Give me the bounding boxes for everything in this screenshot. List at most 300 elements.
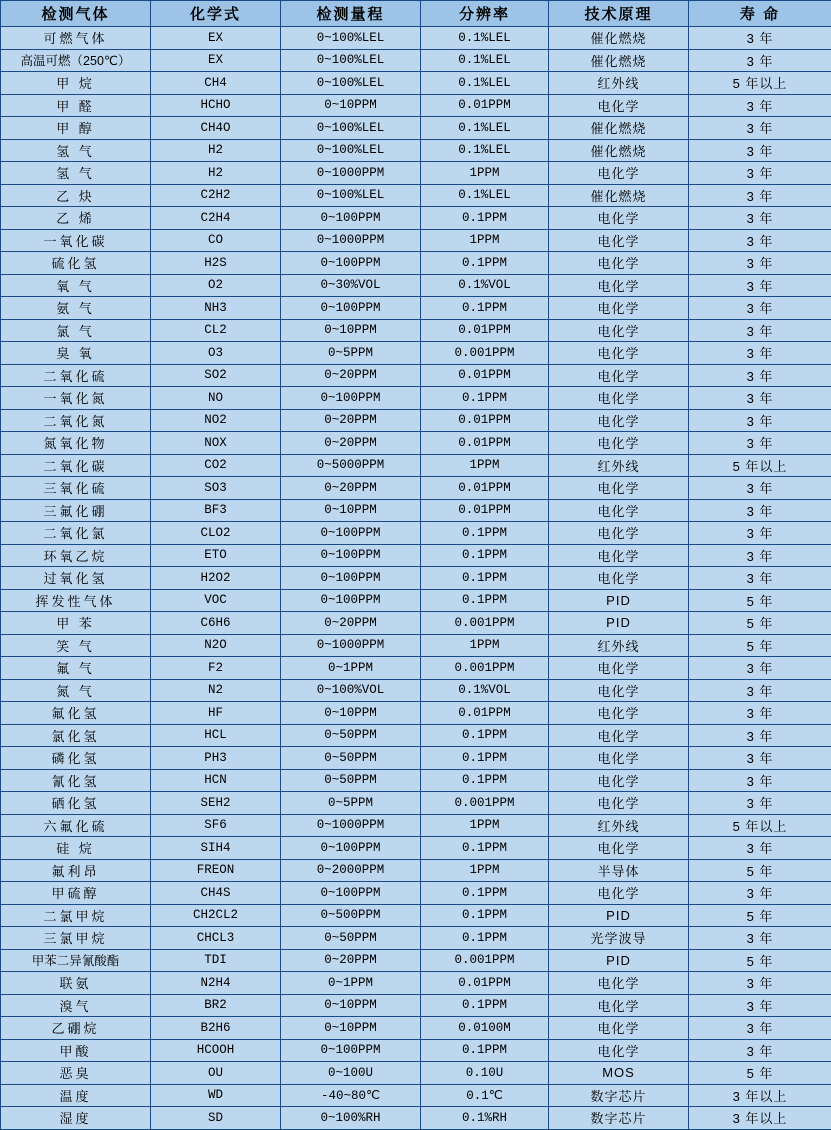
cell-lifetime: 3 年	[689, 994, 831, 1017]
cell-lifetime: 5 年	[689, 612, 831, 635]
table-row	[1, 949, 831, 972]
cell-resolution: 0.01PPM	[421, 972, 549, 995]
cell-gas-name: 三氯甲烷	[1, 927, 151, 950]
cell-range: 0~10PPM	[281, 702, 421, 725]
cell-formula: NO	[151, 387, 281, 410]
cell-range: 0~10PPM	[281, 499, 421, 522]
cell-lifetime: 3 年	[689, 747, 831, 770]
table-body	[1, 27, 831, 1130]
cell-lifetime: 3 年	[689, 837, 831, 860]
cell-lifetime: 3 年	[689, 432, 831, 455]
cell-formula: NO2	[151, 409, 281, 432]
cell-lifetime: 3 年	[689, 702, 831, 725]
cell-formula: SO3	[151, 477, 281, 500]
table-row	[1, 612, 831, 635]
cell-lifetime: 3 年	[689, 567, 831, 590]
cell-range: 0~20PPM	[281, 409, 421, 432]
cell-principle: 电化学	[549, 792, 689, 815]
cell-principle: MOS	[549, 1062, 689, 1085]
cell-formula: NOX	[151, 432, 281, 455]
table-row	[1, 567, 831, 590]
cell-lifetime: 3 年	[689, 319, 831, 342]
cell-formula: CO	[151, 229, 281, 252]
table-row	[1, 139, 831, 162]
cell-gas-name: 溴气	[1, 994, 151, 1017]
cell-gas-name: 甲 烷	[1, 72, 151, 95]
cell-range: 0~100PPM	[281, 297, 421, 320]
cell-resolution: 0.1%LEL	[421, 72, 549, 95]
cell-formula: C2H2	[151, 184, 281, 207]
cell-principle: 电化学	[549, 724, 689, 747]
cell-formula: EX	[151, 49, 281, 72]
cell-range: 0~100%LEL	[281, 49, 421, 72]
cell-range: 0~50PPM	[281, 769, 421, 792]
cell-range: 0~1000PPM	[281, 634, 421, 657]
cell-lifetime: 3 年	[689, 49, 831, 72]
cell-principle: 电化学	[549, 207, 689, 230]
cell-formula: CH4	[151, 72, 281, 95]
table-row	[1, 1039, 831, 1062]
cell-gas-name: 乙 烯	[1, 207, 151, 230]
cell-range: 0~50PPM	[281, 927, 421, 950]
cell-lifetime: 3 年	[689, 1017, 831, 1040]
cell-lifetime: 3 年以上	[689, 1084, 831, 1107]
cell-lifetime: 3 年	[689, 252, 831, 275]
cell-gas-name: 甲 醛	[1, 94, 151, 117]
table-row	[1, 162, 831, 185]
cell-lifetime: 5 年以上	[689, 72, 831, 95]
cell-principle: 催化燃烧	[549, 117, 689, 140]
cell-principle: 电化学	[549, 1039, 689, 1062]
cell-lifetime: 3 年	[689, 499, 831, 522]
cell-gas-name: 硅 烷	[1, 837, 151, 860]
table-row	[1, 72, 831, 95]
cell-resolution: 0.1PPM	[421, 724, 549, 747]
table-row	[1, 454, 831, 477]
table-row	[1, 882, 831, 905]
cell-gas-name: 二氧化氯	[1, 522, 151, 545]
table-row	[1, 859, 831, 882]
cell-range: 0~5PPM	[281, 342, 421, 365]
cell-lifetime: 5 年	[689, 859, 831, 882]
cell-formula: SF6	[151, 814, 281, 837]
cell-range: 0~2000PPM	[281, 859, 421, 882]
table-row	[1, 702, 831, 725]
cell-range: 0~100PPM	[281, 1039, 421, 1062]
cell-resolution: 0.1%LEL	[421, 139, 549, 162]
cell-formula: C6H6	[151, 612, 281, 635]
cell-resolution: 0.0100M	[421, 1017, 549, 1040]
cell-principle: 电化学	[549, 499, 689, 522]
cell-range: 0~100PPM	[281, 387, 421, 410]
cell-formula: EX	[151, 27, 281, 50]
cell-range: 0~100%LEL	[281, 27, 421, 50]
cell-lifetime: 3 年	[689, 882, 831, 905]
column-header-formula: 化学式	[151, 1, 281, 27]
table-row	[1, 432, 831, 455]
cell-range: 0~100%VOL	[281, 679, 421, 702]
cell-range: 0~50PPM	[281, 747, 421, 770]
cell-gas-name: 三氟化硼	[1, 499, 151, 522]
cell-resolution: 0.1PPM	[421, 297, 549, 320]
cell-formula: CHCL3	[151, 927, 281, 950]
cell-principle: 电化学	[549, 364, 689, 387]
cell-lifetime: 5 年	[689, 904, 831, 927]
cell-gas-name: 可燃气体	[1, 27, 151, 50]
cell-gas-name: 氢 气	[1, 139, 151, 162]
cell-lifetime: 3 年	[689, 927, 831, 950]
cell-gas-name: 氧 气	[1, 274, 151, 297]
cell-resolution: 0.1PPM	[421, 882, 549, 905]
cell-principle: 催化燃烧	[549, 184, 689, 207]
table-row	[1, 252, 831, 275]
table-row	[1, 994, 831, 1017]
cell-formula: NH3	[151, 297, 281, 320]
table-row	[1, 589, 831, 612]
table-row	[1, 27, 831, 50]
cell-range: 0~1000PPM	[281, 814, 421, 837]
cell-formula: H2	[151, 162, 281, 185]
column-header-range: 检测量程	[281, 1, 421, 27]
cell-formula: CH2CL2	[151, 904, 281, 927]
cell-principle: 电化学	[549, 769, 689, 792]
cell-range: 0~1000PPM	[281, 162, 421, 185]
cell-gas-name: 氯化氢	[1, 724, 151, 747]
cell-formula: FREON	[151, 859, 281, 882]
cell-resolution: 0.1PPM	[421, 769, 549, 792]
cell-lifetime: 3 年	[689, 207, 831, 230]
cell-gas-name: 臭 氧	[1, 342, 151, 365]
table-header	[1, 1, 831, 27]
cell-formula: VOC	[151, 589, 281, 612]
cell-principle: 红外线	[549, 814, 689, 837]
column-header-gas: 检测气体	[1, 1, 151, 27]
cell-formula: N2H4	[151, 972, 281, 995]
cell-resolution: 1PPM	[421, 814, 549, 837]
table-row	[1, 499, 831, 522]
cell-resolution: 0.001PPM	[421, 949, 549, 972]
cell-lifetime: 3 年	[689, 409, 831, 432]
cell-gas-name: 甲 苯	[1, 612, 151, 635]
cell-principle: 电化学	[549, 477, 689, 500]
cell-gas-name: 甲苯二异氰酸酯	[1, 949, 151, 972]
cell-gas-name: 乙 炔	[1, 184, 151, 207]
cell-formula: BR2	[151, 994, 281, 1017]
cell-principle: 催化燃烧	[549, 49, 689, 72]
cell-formula: N2	[151, 679, 281, 702]
cell-resolution: 0.1PPM	[421, 567, 549, 590]
cell-resolution: 0.001PPM	[421, 612, 549, 635]
table-row	[1, 792, 831, 815]
cell-formula: ETO	[151, 544, 281, 567]
cell-lifetime: 3 年	[689, 162, 831, 185]
cell-range: 0~500PPM	[281, 904, 421, 927]
cell-principle: PID	[549, 612, 689, 635]
cell-principle: 电化学	[549, 297, 689, 320]
cell-gas-name: 二氧化氮	[1, 409, 151, 432]
table-row	[1, 207, 831, 230]
cell-range: 0~20PPM	[281, 477, 421, 500]
cell-resolution: 1PPM	[421, 634, 549, 657]
cell-range: 0~5PPM	[281, 792, 421, 815]
table-row	[1, 274, 831, 297]
cell-principle: 电化学	[549, 274, 689, 297]
cell-lifetime: 5 年	[689, 1062, 831, 1085]
cell-lifetime: 3 年	[689, 342, 831, 365]
cell-range: -40~80℃	[281, 1084, 421, 1107]
cell-resolution: 0.1℃	[421, 1084, 549, 1107]
cell-range: 0~100%LEL	[281, 72, 421, 95]
cell-lifetime: 5 年	[689, 634, 831, 657]
table-header-row	[1, 1, 831, 27]
cell-principle: 红外线	[549, 454, 689, 477]
cell-resolution: 0.001PPM	[421, 792, 549, 815]
cell-gas-name: 硒化氢	[1, 792, 151, 815]
table-row	[1, 747, 831, 770]
cell-range: 0~100PPM	[281, 589, 421, 612]
cell-resolution: 0.1PPM	[421, 252, 549, 275]
cell-principle: 电化学	[549, 882, 689, 905]
cell-range: 0~100PPM	[281, 837, 421, 860]
cell-formula: C2H4	[151, 207, 281, 230]
cell-resolution: 0.01PPM	[421, 319, 549, 342]
cell-lifetime: 3 年	[689, 724, 831, 747]
cell-formula: HCL	[151, 724, 281, 747]
cell-lifetime: 3 年	[689, 1039, 831, 1062]
cell-gas-name: 氮氧化物	[1, 432, 151, 455]
cell-range: 0~100PPM	[281, 522, 421, 545]
cell-principle: 红外线	[549, 72, 689, 95]
table-row	[1, 387, 831, 410]
cell-resolution: 1PPM	[421, 454, 549, 477]
cell-formula: HCOOH	[151, 1039, 281, 1062]
cell-principle: 催化燃烧	[549, 27, 689, 50]
cell-range: 0~100PPM	[281, 544, 421, 567]
table-row	[1, 634, 831, 657]
cell-formula: N2O	[151, 634, 281, 657]
cell-gas-name: 笑 气	[1, 634, 151, 657]
cell-principle: 半导体	[549, 859, 689, 882]
cell-gas-name: 高温可燃（250℃）	[1, 49, 151, 72]
cell-resolution: 0.01PPM	[421, 364, 549, 387]
cell-principle: 电化学	[549, 747, 689, 770]
cell-formula: BF3	[151, 499, 281, 522]
cell-principle: PID	[549, 589, 689, 612]
table-row	[1, 49, 831, 72]
cell-principle: 电化学	[549, 972, 689, 995]
cell-principle: PID	[549, 904, 689, 927]
cell-lifetime: 5 年	[689, 589, 831, 612]
cell-range: 0~1PPM	[281, 972, 421, 995]
cell-range: 0~5000PPM	[281, 454, 421, 477]
cell-gas-name: 二氯甲烷	[1, 904, 151, 927]
cell-resolution: 0.1%RH	[421, 1107, 549, 1130]
table-row	[1, 409, 831, 432]
cell-gas-name: 磷化氢	[1, 747, 151, 770]
cell-resolution: 0.1PPM	[421, 387, 549, 410]
cell-formula: SEH2	[151, 792, 281, 815]
table-row	[1, 229, 831, 252]
column-header-principle: 技术原理	[549, 1, 689, 27]
cell-lifetime: 3 年	[689, 657, 831, 680]
cell-lifetime: 3 年	[689, 229, 831, 252]
cell-resolution: 0.1%LEL	[421, 184, 549, 207]
cell-resolution: 0.001PPM	[421, 657, 549, 680]
cell-formula: H2S	[151, 252, 281, 275]
table-row	[1, 364, 831, 387]
table-row	[1, 904, 831, 927]
cell-resolution: 0.1PPM	[421, 589, 549, 612]
cell-formula: B2H6	[151, 1017, 281, 1040]
cell-principle: 红外线	[549, 634, 689, 657]
cell-resolution: 0.1PPM	[421, 927, 549, 950]
cell-formula: H2O2	[151, 567, 281, 590]
cell-principle: 电化学	[549, 162, 689, 185]
cell-lifetime: 3 年	[689, 972, 831, 995]
cell-lifetime: 3 年	[689, 769, 831, 792]
cell-formula: OU	[151, 1062, 281, 1085]
cell-range: 0~100PPM	[281, 882, 421, 905]
cell-resolution: 0.1PPM	[421, 544, 549, 567]
cell-formula: SO2	[151, 364, 281, 387]
cell-resolution: 0.1PPM	[421, 994, 549, 1017]
table-row	[1, 477, 831, 500]
cell-gas-name: 硫化氢	[1, 252, 151, 275]
cell-resolution: 1PPM	[421, 859, 549, 882]
cell-lifetime: 3 年	[689, 274, 831, 297]
cell-formula: F2	[151, 657, 281, 680]
cell-lifetime: 5 年以上	[689, 814, 831, 837]
table-row	[1, 927, 831, 950]
cell-range: 0~10PPM	[281, 1017, 421, 1040]
cell-range: 0~20PPM	[281, 364, 421, 387]
table-row	[1, 1107, 831, 1130]
cell-gas-name: 甲酸	[1, 1039, 151, 1062]
cell-principle: 电化学	[549, 657, 689, 680]
cell-lifetime: 3 年	[689, 94, 831, 117]
table-row	[1, 1062, 831, 1085]
cell-lifetime: 3 年	[689, 27, 831, 50]
table-row	[1, 297, 831, 320]
cell-resolution: 0.1PPM	[421, 747, 549, 770]
cell-resolution: 0.001PPM	[421, 342, 549, 365]
table-row	[1, 679, 831, 702]
cell-range: 0~100PPM	[281, 567, 421, 590]
cell-gas-name: 三氧化硫	[1, 477, 151, 500]
cell-formula: CL2	[151, 319, 281, 342]
cell-lifetime: 3 年	[689, 184, 831, 207]
cell-formula: TDI	[151, 949, 281, 972]
cell-gas-name: 过氧化氢	[1, 567, 151, 590]
table-row	[1, 837, 831, 860]
cell-resolution: 0.1PPM	[421, 837, 549, 860]
cell-gas-name: 恶臭	[1, 1062, 151, 1085]
cell-range: 0~30%VOL	[281, 274, 421, 297]
cell-principle: 数字芯片	[549, 1084, 689, 1107]
cell-principle: 电化学	[549, 522, 689, 545]
cell-gas-name: 氟化氢	[1, 702, 151, 725]
cell-formula: O2	[151, 274, 281, 297]
cell-gas-name: 六氟化硫	[1, 814, 151, 837]
cell-gas-name: 氢 气	[1, 162, 151, 185]
cell-principle: 电化学	[549, 229, 689, 252]
cell-principle: 电化学	[549, 342, 689, 365]
cell-lifetime: 3 年	[689, 477, 831, 500]
column-header-resolution: 分辨率	[421, 1, 549, 27]
cell-principle: 电化学	[549, 544, 689, 567]
table-row	[1, 814, 831, 837]
cell-resolution: 0.1PPM	[421, 1039, 549, 1062]
cell-gas-name: 联氨	[1, 972, 151, 995]
cell-resolution: 0.1PPM	[421, 522, 549, 545]
table-row	[1, 184, 831, 207]
cell-principle: 电化学	[549, 387, 689, 410]
cell-formula: CH4O	[151, 117, 281, 140]
cell-gas-name: 氨 气	[1, 297, 151, 320]
cell-formula: HF	[151, 702, 281, 725]
table-row	[1, 657, 831, 680]
cell-range: 0~20PPM	[281, 432, 421, 455]
column-header-lifetime: 寿 命	[689, 1, 831, 27]
cell-gas-name: 一氧化碳	[1, 229, 151, 252]
cell-resolution: 1PPM	[421, 162, 549, 185]
cell-resolution: 0.01PPM	[421, 477, 549, 500]
cell-range: 0~50PPM	[281, 724, 421, 747]
cell-gas-name: 二氧化碳	[1, 454, 151, 477]
cell-formula: WD	[151, 1084, 281, 1107]
cell-principle: 电化学	[549, 252, 689, 275]
cell-range: 0~100%LEL	[281, 117, 421, 140]
cell-range: 0~20PPM	[281, 949, 421, 972]
cell-principle: 光学波导	[549, 927, 689, 950]
cell-lifetime: 3 年	[689, 679, 831, 702]
cell-gas-name: 甲 醇	[1, 117, 151, 140]
cell-gas-name: 氟 气	[1, 657, 151, 680]
table-row	[1, 769, 831, 792]
cell-lifetime: 3 年	[689, 544, 831, 567]
cell-resolution: 0.1%VOL	[421, 679, 549, 702]
cell-principle: 电化学	[549, 319, 689, 342]
cell-lifetime: 3 年	[689, 139, 831, 162]
cell-formula: PH3	[151, 747, 281, 770]
cell-lifetime: 3 年	[689, 364, 831, 387]
cell-resolution: 0.10U	[421, 1062, 549, 1085]
cell-range: 0~100PPM	[281, 207, 421, 230]
table-row	[1, 342, 831, 365]
cell-principle: 电化学	[549, 702, 689, 725]
cell-gas-name: 氯 气	[1, 319, 151, 342]
cell-resolution: 0.01PPM	[421, 432, 549, 455]
cell-formula: CO2	[151, 454, 281, 477]
cell-formula: SIH4	[151, 837, 281, 860]
table-row	[1, 1084, 831, 1107]
cell-resolution: 0.01PPM	[421, 409, 549, 432]
cell-lifetime: 3 年	[689, 117, 831, 140]
cell-range: 0~100%LEL	[281, 184, 421, 207]
cell-lifetime: 3 年	[689, 387, 831, 410]
cell-principle: 催化燃烧	[549, 139, 689, 162]
table-row	[1, 94, 831, 117]
cell-formula: HCHO	[151, 94, 281, 117]
table-row	[1, 117, 831, 140]
cell-principle: PID	[549, 949, 689, 972]
cell-formula: SD	[151, 1107, 281, 1130]
cell-principle: 电化学	[549, 94, 689, 117]
cell-range: 0~1000PPM	[281, 229, 421, 252]
cell-resolution: 0.01PPM	[421, 94, 549, 117]
cell-resolution: 0.1%LEL	[421, 27, 549, 50]
cell-range: 0~100%LEL	[281, 139, 421, 162]
